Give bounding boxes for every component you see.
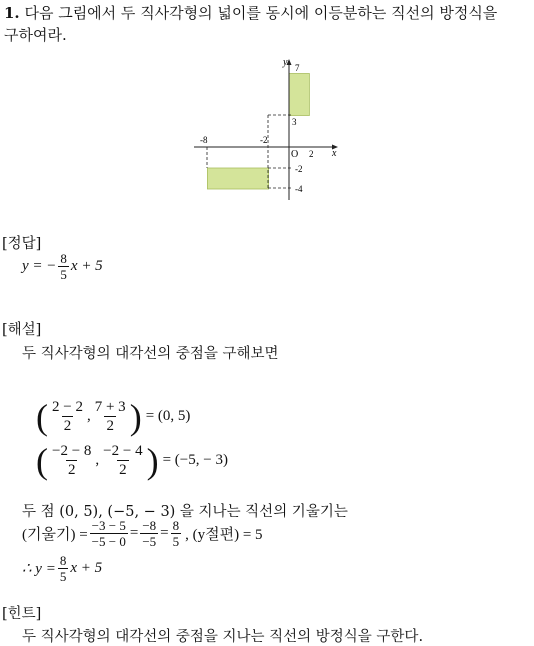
tick-label-x-2: 2 [309, 149, 314, 159]
answer-equation [22, 251, 103, 282]
midpoint-1-result: = (0, 5) [145, 408, 191, 424]
slope-frac-1 [90, 518, 128, 549]
slope-frac-2-num: −8 [142, 518, 157, 533]
slope-frac-3 [171, 518, 182, 549]
slope-frac-3-num: 8 [172, 518, 180, 533]
slope-eq-sign-2: = [160, 525, 169, 541]
tick-label-y-7: 7 [295, 63, 300, 73]
final-prefix: ∴ y = [22, 561, 56, 577]
midpoint-1-frac-y [93, 398, 128, 435]
question-number: 1. [4, 4, 20, 22]
slope-equation [22, 518, 263, 549]
midpoint-1-close-paren: ) [129, 396, 142, 437]
slope-frac-3-den: 5 [172, 534, 180, 549]
final-suffix: x + 5 [70, 560, 103, 576]
tick-label-y-neg4: -4 [295, 184, 303, 194]
midpoint-1-den-x: 2 [63, 418, 72, 434]
midpoint-2-comma: , [95, 452, 100, 468]
slope-frac-2 [140, 518, 158, 549]
hint-header: [힌트] [2, 606, 42, 622]
answer-header: [정답] [2, 236, 42, 252]
final-frac-den: 5 [59, 569, 67, 584]
midpoint-2-num-y: −2 − 4 [103, 443, 143, 459]
midpoint-2-frac-x [50, 442, 93, 479]
slope-eq-sign-1: = [129, 525, 139, 541]
midpoint-2-open-paren: ( [36, 440, 48, 481]
question-text-1: 다음 그림에서 두 직사각형의 넓이를 동시에 이등분하는 직선의 방정식을 [24, 4, 498, 22]
midpoint-1-frac-x [50, 398, 85, 435]
midpoint-1 [36, 398, 190, 435]
midpoint-1-num-y: 7 + 3 [94, 399, 126, 415]
coordinate-figure [190, 55, 345, 205]
tick-label-x-neg8: -8 [200, 135, 208, 145]
midpoint-1-open-paren: ( [36, 396, 48, 437]
upper-rectangle [289, 74, 309, 116]
intercept-text: , (y절편) = 5 [185, 527, 263, 543]
midpoint-2-frac-y [101, 442, 144, 479]
tick-label-y-neg2: -2 [295, 164, 303, 174]
midpoint-1-den-y: 2 [106, 418, 114, 434]
midpoint-2-close-paren: ) [146, 440, 159, 481]
tick-label-y-3: 3 [292, 117, 297, 127]
midpoint-1-num-x: 2 − 2 [52, 399, 83, 415]
slope-intro: 두 점 (0, 5), (−5, − 3) 을 지나는 직선의 기울기는 [22, 504, 348, 520]
midpoint-2-den-y: 2 [119, 462, 127, 478]
explanation-intro: 두 직사각형의 대각선의 중점을 구해보면 [22, 346, 279, 362]
question-line-1 [4, 2, 497, 24]
slope-frac-2-den: −5 [142, 534, 157, 549]
answer-rhs: x + 5 [70, 258, 103, 274]
final-fraction [58, 553, 69, 584]
origin-label: O [291, 149, 299, 160]
answer-fraction [58, 251, 69, 282]
y-axis-label: y [283, 57, 288, 68]
final-frac-num: 8 [59, 553, 67, 568]
lower-rectangle [207, 168, 268, 189]
answer-lhs: y = − [22, 258, 57, 274]
midpoint-1-comma: , [86, 408, 91, 424]
midpoint-2-num-x: −2 − 8 [52, 443, 92, 459]
slope-frac-1-den: −5 − 0 [91, 534, 126, 549]
hint-text: 두 직사각형의 대각선의 중점을 지나는 직선의 방정식을 구한다. [22, 629, 424, 645]
answer-frac-den: 5 [60, 267, 67, 282]
slope-frac-1-num: −3 − 5 [91, 518, 126, 533]
slope-label: (기울기) = [22, 527, 88, 543]
midpoint-2-den-x: 2 [67, 462, 76, 478]
midpoint-2 [36, 442, 228, 479]
final-equation [22, 553, 102, 584]
tick-label-x-neg2: -2 [260, 135, 268, 145]
explanation-header: [해설] [2, 322, 42, 338]
midpoint-2-result: = (−5, − 3) [162, 452, 228, 468]
question-line-2: 구하여라. [4, 26, 67, 44]
answer-frac-num: 8 [60, 251, 67, 266]
x-axis-label: x [332, 148, 337, 159]
